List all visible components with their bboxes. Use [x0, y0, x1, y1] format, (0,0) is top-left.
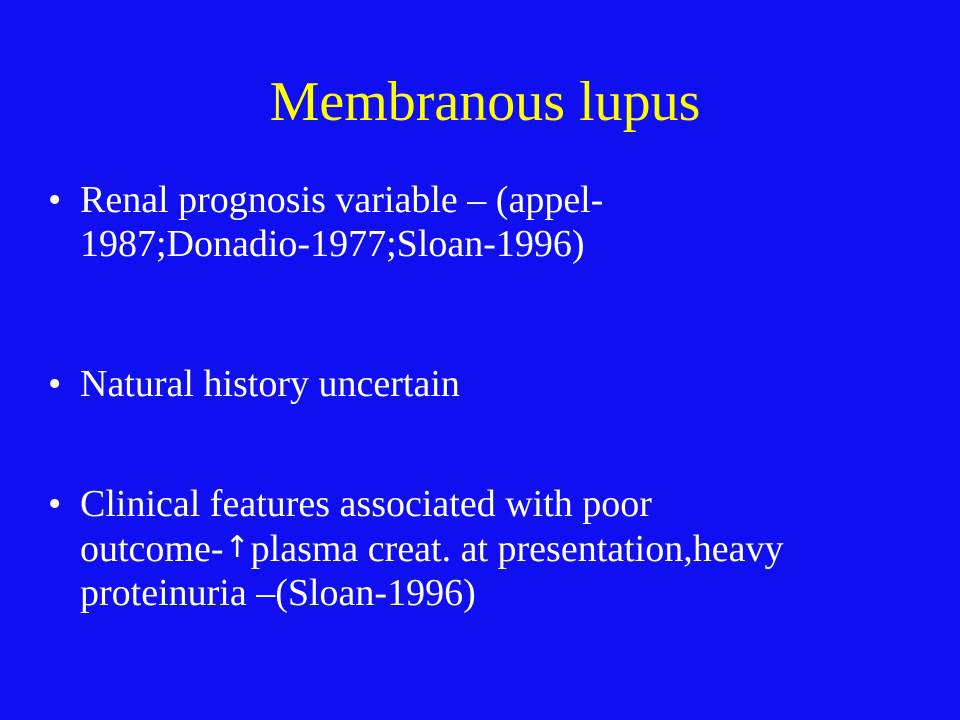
up-arrow-icon: ↑ — [224, 530, 250, 565]
bullet-icon: • — [48, 363, 62, 405]
bullet-text-line: 1987;Donadio-1977;Sloan-1996) — [80, 223, 585, 265]
bullet-icon: • — [48, 483, 62, 525]
bullet-text: Natural history uncertain — [80, 363, 460, 405]
bullet-item-natural-history — [48, 362, 928, 406]
slide-title: Membranous lupus — [269, 71, 701, 133]
bullet-list — [48, 178, 928, 615]
bullet-text-line: Clinical features associated with poor — [80, 483, 652, 525]
bullet-text-line: Renal prognosis variable – (appel- — [80, 179, 604, 221]
bullet-icon: • — [48, 179, 62, 221]
bullet-text-line: outcome- — [80, 528, 224, 570]
bullet-text-line: proteinuria –(Sloan-1996) — [80, 572, 476, 614]
bullet-item-clinical-features — [48, 482, 928, 615]
bullet-text-line: plasma creat. at presentation,heavy — [250, 528, 784, 570]
bullet-item-renal-prognosis — [48, 178, 928, 266]
